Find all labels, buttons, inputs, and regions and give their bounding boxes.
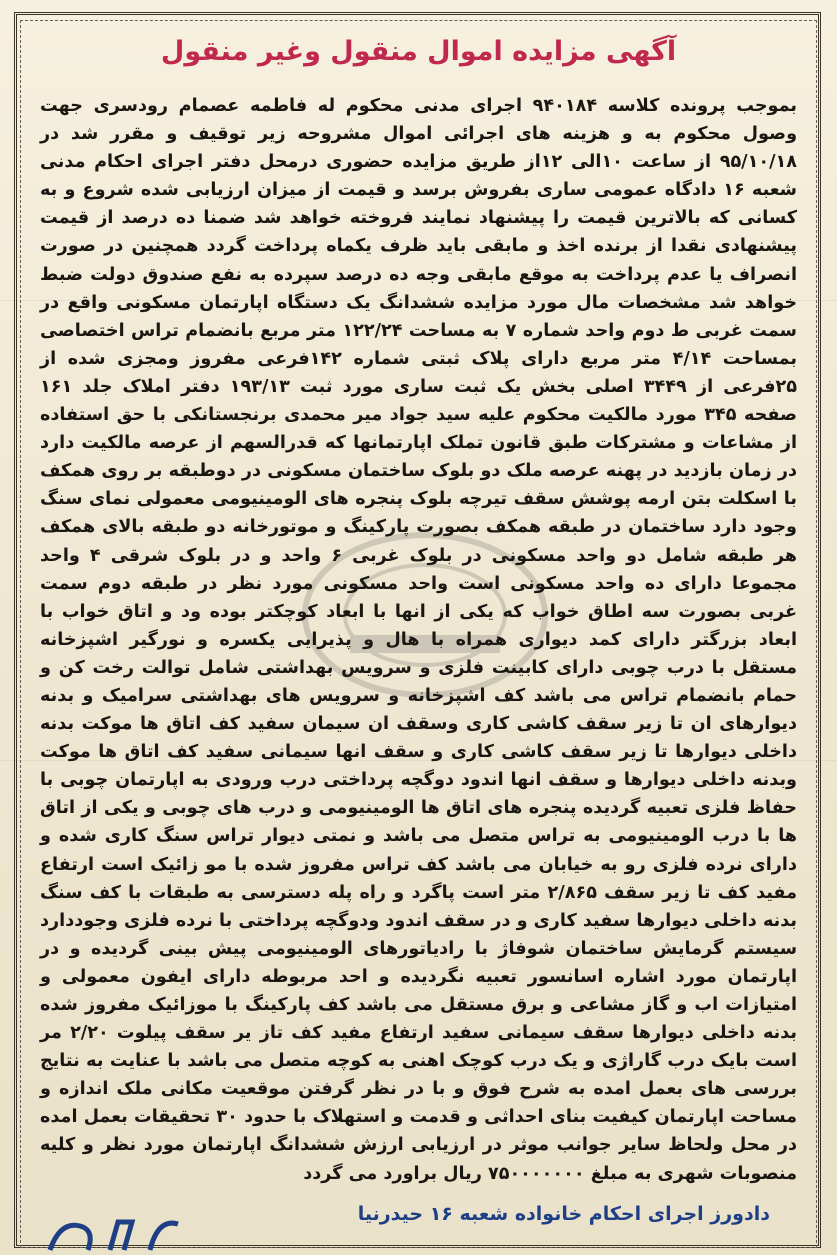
notice-body: بموجب پرونده کلاسه ۹۴۰۱۸۴ اجرای مدنی محکوم له فاطمه عصمام رودسری جهت وصول محکوم به و هزینه های اجرائی اموال مشروحه زیر توقیف و مقرر شد در ۹۵/۱۰/۱۸ از ساعت ۱۰الی ۱۲از طریق مزایده حضوری درمحل دفتر اجرای احکام مدنی شعبه ۱۶ دادگاه عمومی ساری بفروش برسد و قیمت از میزان ارزیابی شده شروع و به کسانی که بالاترین قیمت را پیشنهاد نمایند فروخته خواهد شد ضمنا ده درصد از قیمت پیشنهادی نقدا از برنده اخذ و مابقی باید ظرف یکماه پرداخت گردد همچنین در صورت انصراف یا عدم پرداخت به موقع مابقی وجه ده درصد سپرده به نفع صندوق دولت ضبط خواهد شد مشخصات مال مورد مزایده ششدانگ یک دستگاه اپارتمان مسکونی واقع در سمت غربی ط دوم واحد شماره ۷ به مساحت ۱۲۲/۲۴ متر مربع بانضمام تراس اختصاصی بمساحت ۴/۱۴ متر مربع دارای پلاک ثبتی شماره ۱۴۲فرعی مفروز ومجزی شده از ۲۵فرعی از ۳۴۴۹ اصلی بخش یک ثبت ساری مورد ثبت ۱۹۳/۱۳ دفتر املاک جلد ۱۶۱ صفحه ۳۴۵ مورد مالکیت محکوم علیه سید جواد میر محمدی برنجستانکی با حق استفاده از مشاعات و مشترکات طبق قانون تملک اپارتمانها که قدرالسهم از عرصه مالکیت دارد در زمان بازدید در پهنه عرصه ملک دو بلوک ساختمان مسکونی در دوطبقه بر روی همکف با اسکلت بتن ارمه پوشش سقف تیرچه بلوک پنجره های الومینیومی معمولی نمای سنگ وجود دارد ساختمان در طبقه همکف بصورت پارکینگ و موتورخانه دو طبقه بالای همکف هر طبقه شامل دو واحد مسکونی در بلوک غربی ۶ واحد و در بلوک شرقی ۴ واحد مجموعا دارای ده واحد مسکونی است واحد مسکونی مورد نظر در طبقه دوم سمت غربی بصورت سه اطاق خواب که یکی از انها با ابعاد کوچکتر بوده ود و اتاق خواب با ابعاد بزرگتر دارای کمد دیواری همراه با هال و پذیرایی یکسره و نورگیر اشپزخانه مستقل با درب چوبی دارای کابینت فلزی و سرویس بهداشتی شامل توالت رخت کن و حمام بانضمام تراس می باشد کف اشپزخانه و سرویس های بهداشتی سرامیک و بدنه دیوارهای ان تا زیر سقف کاشی کاری وسقف ان سیمان سفید کف اتاق ها موکت بدنه داخلی دیوارها تا زیر سقف کاشی کاری و سقف انها سیمانی سفید کف اتاق ها موکت وبدنه داخلی دیوارها و سقف انها اندود دوگچه پرداختی درب ورودی به اپارتمان چوبی با حفاظ فلزی تعبیه گردیده پنجره های اتاق ها الومینیومی و درب های چوبی و یکی از اتاق ها با درب الومینیومی به تراس متصل می باشد و نمتی دیوار تراس سنگ کاری شده و دارای نرده فلزی رو به خیابان می باشد کف تراس مفروز شده با مو زائیک است ارتفاع مفید کف تا زیر سقف ۲/۸۶۵ متر است پاگرد و راه پله دسترسی به طبقات با کف سنگ بدنه داخلی دیوارها سفید کاری و در سقف اندود ودوگچه پرداختی با نرده فلزی وجوددارد سیستم گرمایش ساختمان شوفاژ با رادیاتورهای الومینیومی پیش بینی گردیده و در اپارتمان مورد اشاره اسانسور تعبیه نگردیده و احد مربوطه دارای ایفون معمولی و امتیازات اب و گاز مشاعی و برق مستقل می باشد کف پارکینگ با موزائیک مفروز شده بدنه داخلی دیوارها سقف سیمانی سفید ارتفاع مفید کف تاز یر سقف پیلوت ۲/۲۰ مر است بایک درب گاراژی و یک درب کوچک اهنی به کوچه متصل می باشد با عنایت به نتایج بررسی های بعمل امده به شرح فوق و با در نظر گرفتن موقعیت مکانی ملک اندازه و مساحت اپارتمان کیفیت بنای احداثی و قدمت و استهلاک با حدود ۳۰ تحقیقات بعمل امده در محل ولحاظ سایر جوانب موثر در ارزیابی ارزش ششدانگ اپارتمان مورد نظر و کلیه منصوبات شهری به مبلغ ۷۵۰۰۰۰۰۰۰ ریال براورد می گردد bbox=[40, 96, 798, 1184]
notice-title: آگهی مزایده اموال منقول وغیر منقول bbox=[160, 36, 677, 67]
notice-signature: دادورز اجرای احکام خانواده شعبه ۱۶ حیدرنیا bbox=[357, 1203, 770, 1225]
clipping-code-mark-icon bbox=[40, 1216, 190, 1250]
